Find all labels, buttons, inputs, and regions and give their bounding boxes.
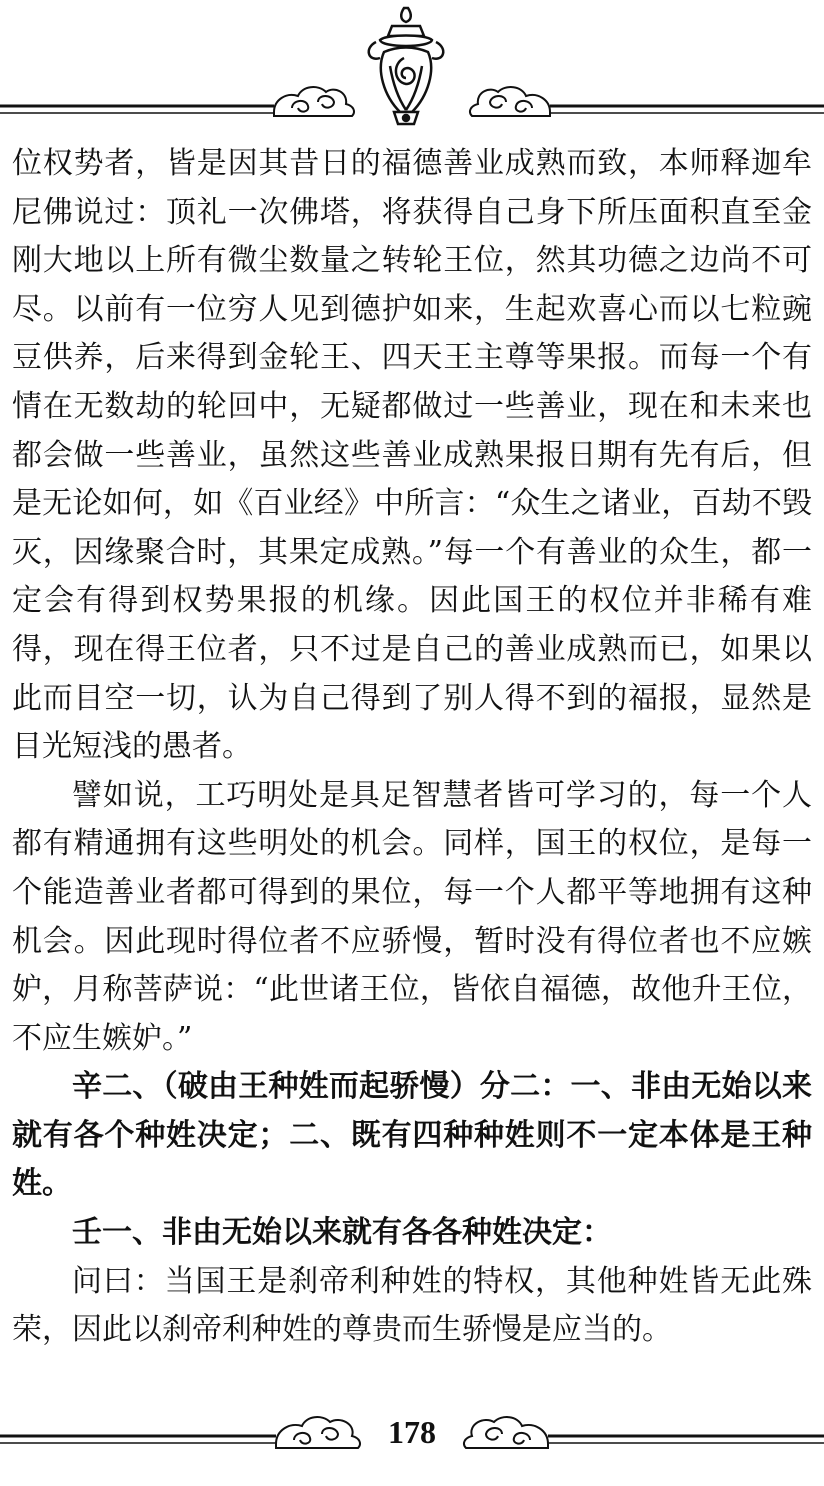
paragraph: 位权势者，皆是因其昔日的福德善业成熟而致，本师释迦牟尼佛说过：顶礼一次佛塔，将获得自己身下所压面积直至金刚大地以上所有微尘数量之转轮王位，然其功德之边尚不可尽。以前有一位穷人见到德护如来，生起欢喜心而以七粒豌豆供养，后来得到金轮王、四天王主尊等果报。而每一个有情在无数劫的轮回中，无疑都做过一些善业，现在和未来也都会做一些善业，虽然这些善业成熟果报日期有先有后，但是无论如何，如《百业经》中所言：“众生之诸业，百劫不毁灭，因缘聚合时，其果定成熟。”每一个有善业的众生，都一定会有得到权势果报的机缘。因此国王的权位并非稀有难得，现在得王位者，只不过是自己的善业成熟而已，如果以此而目空一切，认为自己得到了别人得不到的福报，显然是目光短浅的愚者。 bbox=[12, 146, 812, 765]
cloud-icon bbox=[470, 87, 550, 116]
cloud-icon bbox=[274, 87, 354, 116]
page-body bbox=[12, 140, 812, 1355]
header-rule-left bbox=[0, 106, 274, 113]
section-heading: 辛二、（破由王种姓而起骄慢）分二：一、非由无始以来就有各个种姓决定；二、既有四种种姓则不一定本体是王种姓。 bbox=[12, 1069, 812, 1202]
cloud-icon bbox=[276, 1417, 360, 1448]
paragraph: 问曰：当国王是刹帝利种姓的特权，其他种姓皆无此殊荣，因此以刹帝利种姓的尊贵而生骄慢是应当的。 bbox=[12, 1263, 812, 1348]
footer-rule-right bbox=[548, 1436, 824, 1443]
conch-shell-icon bbox=[369, 8, 443, 124]
subsection-heading: 壬一、非由无始以来就有各各种姓决定： bbox=[72, 1215, 612, 1251]
header-rule-right bbox=[550, 106, 824, 113]
header-ornament bbox=[0, 0, 824, 140]
page-number: 178 bbox=[388, 1414, 436, 1450]
paragraph: 譬如说，工巧明处是具足智慧者皆可学习的，每一个人都有精通拥有这些明处的机会。同样，国王的权位，是每一个能造善业者都可得到的果位，每一个人都平等地拥有这种机会。因此现时得位者不应骄慢，暂时没有得位者也不应嫉妒，月称菩萨说：“此世诸王位，皆依自福德，故他升王位，不应生嫉妒。” bbox=[12, 777, 812, 1056]
cloud-icon bbox=[464, 1417, 548, 1448]
footer-rule-left bbox=[0, 1436, 276, 1443]
